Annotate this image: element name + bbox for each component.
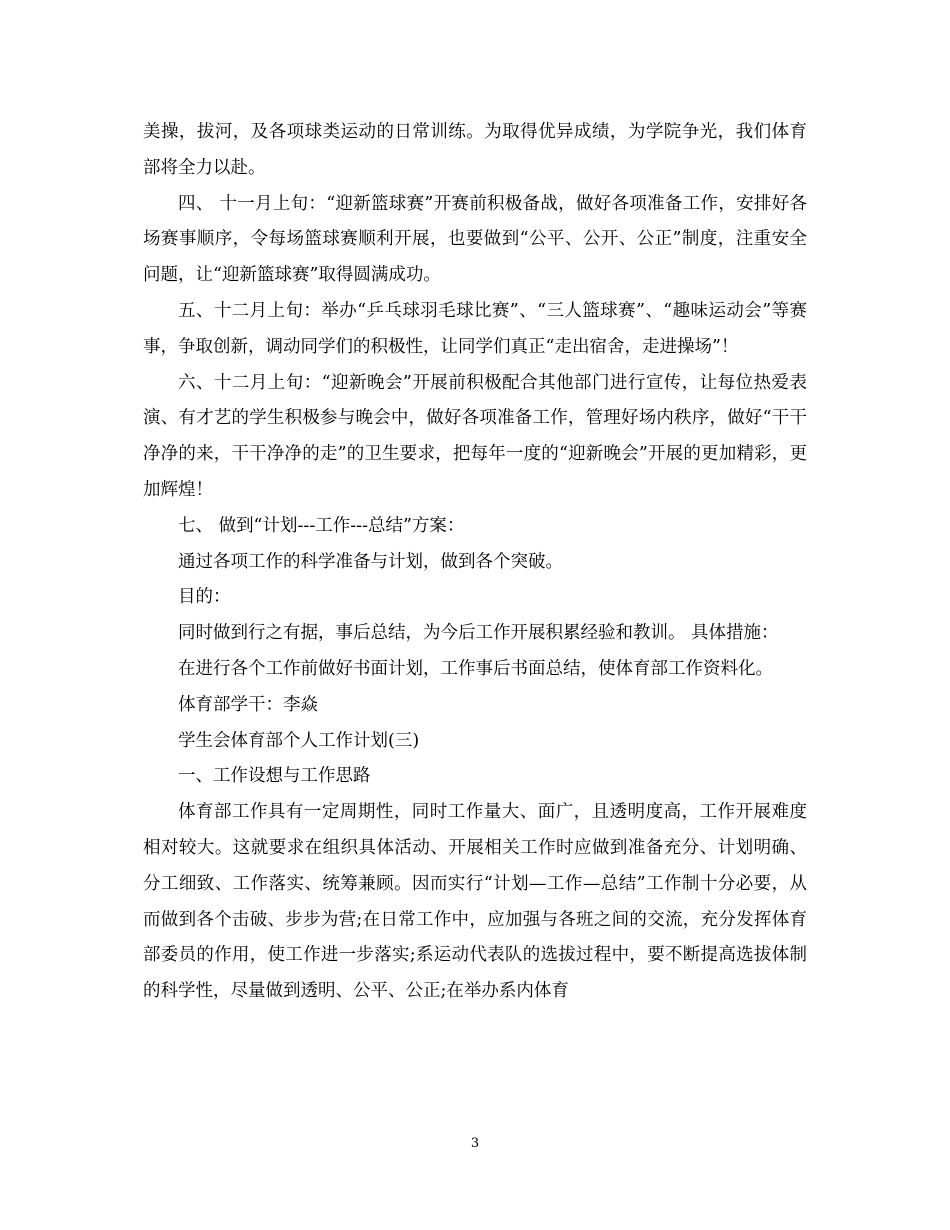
signature-line: 体育部学干：李焱: [178, 694, 318, 715]
document-body: [143, 115, 807, 1010]
paragraph: 四、 十一月上旬：“迎新篮球赛”开赛前积极备战，做好各项准备工作，安排好各场赛事顺序，令每场篮球赛顺利开展，也要做到“公平、公开、公正”制度，注重安全问题，让“迎新篮球赛”取得圆满成功。: [143, 193, 807, 286]
paragraph: 五、十二月上旬：举办“乒乓球羽毛球比赛”、“三人篮球赛”、“趣味运动会”等赛事，争取创新，调动同学们的积极性，让同学们真正“走出宿舍，走进操场”！: [143, 300, 807, 357]
page-number: 3: [470, 1136, 480, 1151]
paragraph: 六、十二月上旬：“迎新晚会”开展前积极配合其他部门进行宣传，让每位热爱表演、有才艺的学生积极参与晚会中，做好各项准备工作，管理好场内秩序，做好“干干净净的来，干干净净的走”的卫生要求，把每年一度的“迎新晚会”开展的更加精彩，更加辉煌！: [143, 372, 807, 500]
paragraph: 同时做到行之有据，事后总结，为今后工作开展积累经验和教训。 具体措施：: [178, 623, 779, 644]
paragraph: 美操，拔河，及各项球类运动的日常训练。为取得优异成绩，为学院争光，我们体育部将全力以赴。: [143, 122, 807, 178]
paragraph: 七、 做到“计划---工作---总结”方案：: [178, 515, 465, 536]
paragraph: 在进行各个工作前做好书面计划，工作事后书面总结，使体育部工作资料化。: [178, 658, 773, 679]
paragraph: 目的：: [178, 587, 231, 608]
paragraph: 体育部工作具有一定周期性，同时工作量大、面广，且透明度高，工作开展难度相对较大。这就要求在组织具体活动、开展相关工作时应做到准备充分、计划明确、分工细致、工作落实、统筹兼顾。因而实行“计划—工作—总结”工作制十分必要，从而做到各个击破、步步为营;在日常工作中，应加强与各班之间的交流，充分发挥体育部委员的作用，使工作进一步落实;系运动代表队的选拔过程中，要不断提高选拔体制的科学性，尽量做到透明、公平、公正;在举办系内体育: [143, 802, 807, 1002]
section-heading: 一、工作设想与工作思路: [178, 766, 371, 787]
section-title: 学生会体育部个人工作计划(三): [178, 730, 420, 751]
paragraph: 通过各项工作的科学准备与计划，做到各个突破。: [178, 551, 563, 572]
